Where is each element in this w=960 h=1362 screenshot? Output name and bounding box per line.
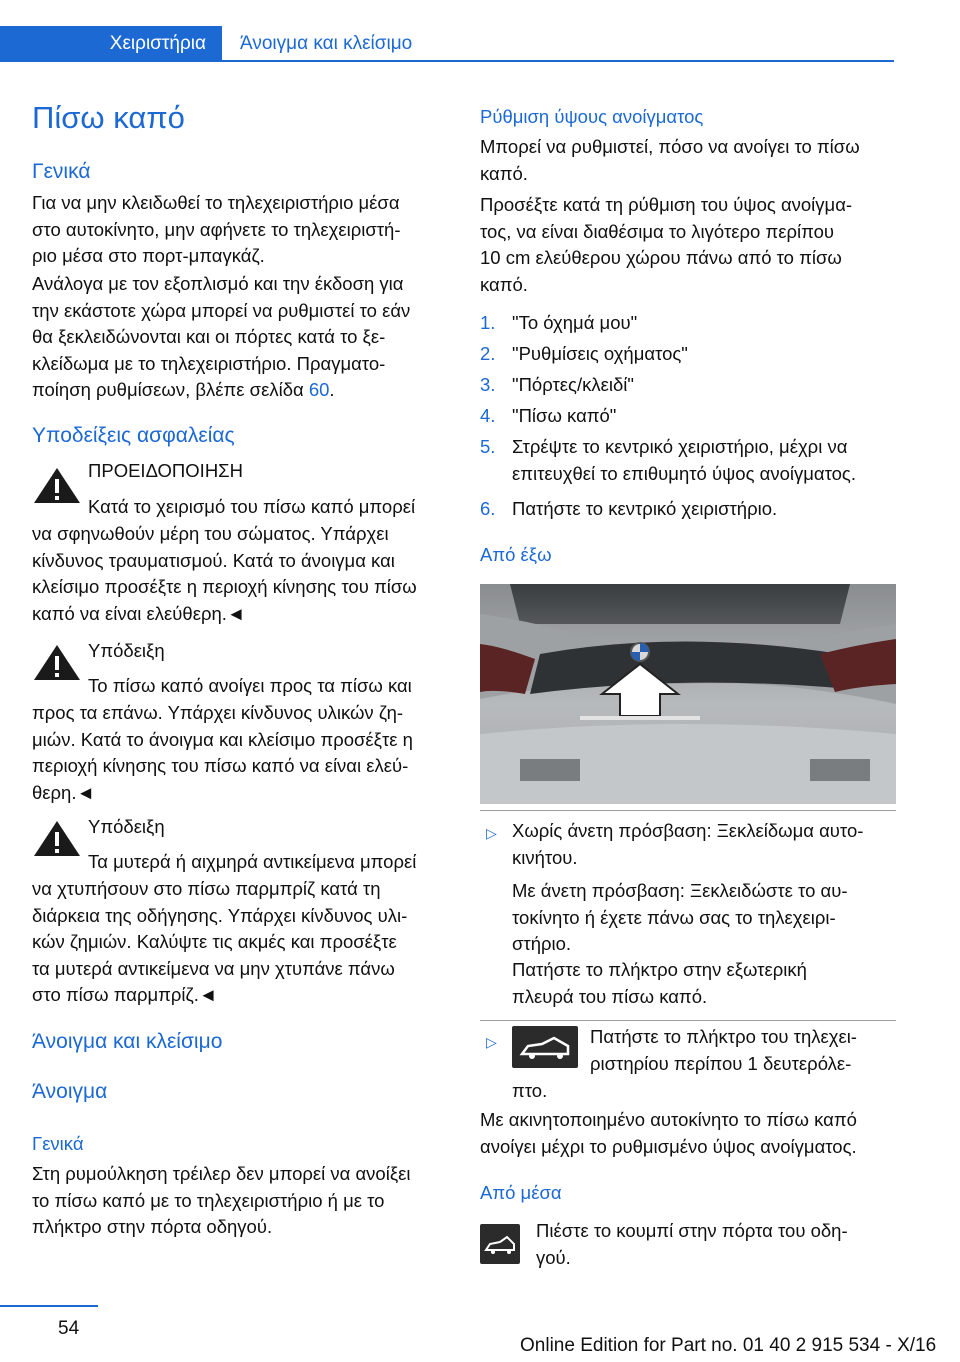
bullet-subtext: [512, 957, 902, 1010]
text-fragment: .: [329, 379, 335, 400]
text-line: Χωρίς άνετη πρόσβαση: Ξεκλείδωμα αυτο‐: [512, 820, 864, 841]
text-line: κινήτου.: [512, 846, 578, 868]
text-line: Στη ρυμούλκηση τρέιλερ δεν μπορεί να ανοίξει: [32, 1163, 411, 1184]
notice-text-line: Τα μυτερά ή αιχμηρά αντικείμενα μπορεί: [88, 851, 417, 872]
warning-text-line: Κατά το χειρισμό του πίσω καπό μπορεί: [88, 496, 416, 517]
warning-triangle-icon: [32, 465, 82, 505]
height-setting-heading: Ρύθμιση ύψους ανοίγματος: [480, 106, 704, 127]
car-tailgate-image: [480, 584, 896, 804]
text-line: θα ξεκλειδώνονται και οι πόρτες κατά το ξε‐: [32, 326, 386, 347]
notice-text: [32, 700, 452, 806]
text-line: [32, 377, 452, 404]
bullet-arrow-icon: ▷: [486, 825, 497, 841]
bullet-text: [512, 818, 902, 871]
bullet-subtext: [512, 878, 902, 958]
notice-title: Υπόδειξη: [88, 816, 165, 837]
text-line: διάρκεια της οδήγησης. Υπάρχει κίνδυνος υλι‐: [32, 904, 408, 926]
opening-heading: Άνοιγμα: [32, 1080, 108, 1103]
inside-heading: Από μέσα: [480, 1182, 562, 1203]
text-line: Πιέστε το κουμπί στην πόρτα του οδη‐: [536, 1220, 848, 1241]
text-line: γού.: [536, 1246, 571, 1268]
text-line: το πίσω καπό με το τηλεχειριστήριο ή με το: [32, 1189, 385, 1211]
divider: [480, 1020, 896, 1021]
text-fragment: ποίηση ρυθμίσεων, βλέπε σελίδα: [32, 379, 309, 400]
page-title: Πίσω καπό: [32, 100, 185, 135]
text-line: περιοχή κίνησης του πίσω καπό να είναι ελεύ‐: [32, 755, 409, 776]
footer-rule: [0, 1305, 98, 1307]
header-rule: [222, 60, 894, 62]
outside-heading: Από έξω: [480, 544, 552, 565]
remote-tailgate-button-icon: [512, 1026, 578, 1068]
general-paragraph-1: [32, 190, 452, 270]
text-line: ανοίγει μέχρι το ρυθμισμένο ύψος ανοίγματος.: [480, 1135, 857, 1157]
tab-opening-closing[interactable]: Άνοιγμα και κλείσιμο: [240, 33, 413, 54]
text-line: καπό.: [480, 273, 528, 295]
step-number: 2.: [480, 343, 496, 364]
text-line: Ανάλογα με τον εξοπλισμό και την έκδοση για: [32, 273, 404, 294]
notice-title: Υπόδειξη: [88, 640, 165, 661]
step-text: Πατήστε το κεντρικό χειριστήριο.: [512, 498, 778, 519]
notice-triangle-icon: [32, 642, 82, 682]
step-text: Στρέψτε το κεντρικό χειριστήριο, μέχρι να: [512, 436, 848, 457]
text-line: προς τα επάνω. Υπάρχει κίνδυνος υλικών ζη‐: [32, 702, 404, 723]
height-paragraph-2: [480, 192, 900, 298]
tab-controls[interactable]: Χειριστήρια: [0, 26, 222, 62]
warning-text: [32, 521, 452, 627]
step-number: 5.: [480, 436, 496, 457]
divider: [480, 810, 896, 811]
inside-text: [536, 1218, 900, 1271]
text-line: στο αυτοκίνητο, μην αφήνετε το τηλεχειριστή‐: [32, 218, 401, 240]
text-line: κών ζημιών. Καλύψτε τις ακμές και προσέξτε: [32, 931, 397, 952]
edition-note: Online Edition for Part no. 01 40 2 915 534 - X/16: [520, 1335, 937, 1356]
warning-title: ΠΡΟΕΙΔΟΠΟΙΗΣΗ: [88, 460, 243, 481]
bullet-text: [590, 1024, 900, 1077]
step-text: επιτευχθεί το επιθυμητό ύψος ανοίγματος.: [512, 463, 856, 484]
general2-heading: Γενικά: [32, 1133, 84, 1154]
text-line: μιών. Κατά το άνοιγμα και κλείσιμο προσέξτε η: [32, 728, 413, 750]
text-line: πλήκτρο στην πόρτα οδηγού.: [32, 1216, 273, 1237]
page-header: [0, 0, 960, 62]
immobilized-paragraph: [480, 1107, 900, 1160]
page-number: 54: [58, 1318, 80, 1339]
notice-triangle-icon: [32, 818, 82, 858]
text-line: καπό να είναι ελεύθερη.◄: [32, 602, 246, 624]
text-line: κλείδωμα με το τηλεχειριστήριο. Πραγματο‐: [32, 352, 386, 374]
step-text: "Πόρτες/κλειδί": [512, 374, 634, 395]
text-line: να σφηνωθούν μέρη του σώματος. Υπάρχει: [32, 523, 389, 544]
notice-text-line: Το πίσω καπό ανοίγει προς τα πίσω και: [88, 675, 412, 696]
text-line: τος, να είναι διαθέσιμα το λιγότερο περίπου: [480, 220, 835, 242]
text-line: κίνδυνος τραυματισμού. Κατά το άνοιγμα και: [32, 549, 395, 571]
text-line: στήριο.: [512, 933, 572, 954]
step-text: "Πίσω καπό": [512, 405, 617, 426]
general-heading: Γενικά: [32, 160, 91, 183]
text-line: να χτυπήσουν στο πίσω παρμπρίζ κατά τη: [32, 878, 381, 899]
text-line: τα μυτερά αντικείμενα να μην χτυπάνε πάνω: [32, 957, 395, 979]
text-line: Με άνετη πρόσβαση: Ξεκλειδώστε το αυ‐: [512, 880, 848, 901]
text-line: καπό.: [480, 162, 528, 184]
text-line: Προσέξτε κατά τη ρύθμιση του ύψος ανοίγμα‐: [480, 194, 853, 215]
text-line: ριστηρίου περίπου 1 δευτερόλε‐: [590, 1052, 852, 1074]
text-line: θερη.◄: [32, 781, 95, 803]
general-paragraph-2: [32, 271, 452, 404]
step-number: 3.: [480, 374, 496, 395]
text-line: στο πίσω παρμπρίζ.◄: [32, 984, 218, 1005]
step-text: "Το όχημά μου": [512, 312, 638, 333]
notice-text: [32, 876, 452, 1009]
text-line: Πατήστε το πλήκτρο του τηλεχει‐: [590, 1026, 857, 1047]
text-line: Πατήστε το πλήκτρο στην εξωτερική: [512, 959, 807, 980]
step-text: "Ρυθμίσεις οχήματος": [512, 343, 688, 364]
bullet-arrow-icon: ▷: [486, 1034, 497, 1050]
text-line: Μπορεί να ρυθμιστεί, πόσο να ανοίγει το πίσω: [480, 136, 860, 157]
height-paragraph-1: [480, 134, 900, 187]
text-line: πτο.: [512, 1080, 548, 1101]
trailer-paragraph: [32, 1161, 452, 1241]
step-number: 4.: [480, 405, 496, 426]
page-link[interactable]: 60: [308, 379, 330, 400]
step-number: 1.: [480, 312, 496, 333]
text-line: πλευρά του πίσω καπό.: [512, 985, 708, 1007]
text-line: ριο μέσα στο πορτ-μπαγκάζ.: [32, 245, 265, 266]
open-close-heading: Άνοιγμα και κλείσιμο: [32, 1030, 223, 1053]
text-line: Με ακινητοποιημένο αυτοκίνητο το πίσω καπό: [480, 1109, 857, 1130]
text-line: 10 cm ελεύθερου χώρου πάνω από το πίσω: [480, 247, 842, 268]
door-tailgate-button-icon: [480, 1224, 520, 1264]
text-line: Για να μην κλειδωθεί το τηλεχειριστήριο μέσα: [32, 192, 400, 213]
text-line: κλείσιμο προσέξτε η περιοχή κίνησης του πίσω: [32, 576, 417, 597]
safety-heading: Υποδείξεις ασφαλείας: [32, 424, 235, 447]
step-number: 6.: [480, 498, 496, 519]
text-line: την εκάστοτε χώρα μπορεί να ρυθμιστεί το εάν: [32, 299, 411, 321]
text-line: τοκίνητο ή έχετε πάνω σας το τηλεχειρι‐: [512, 906, 836, 928]
